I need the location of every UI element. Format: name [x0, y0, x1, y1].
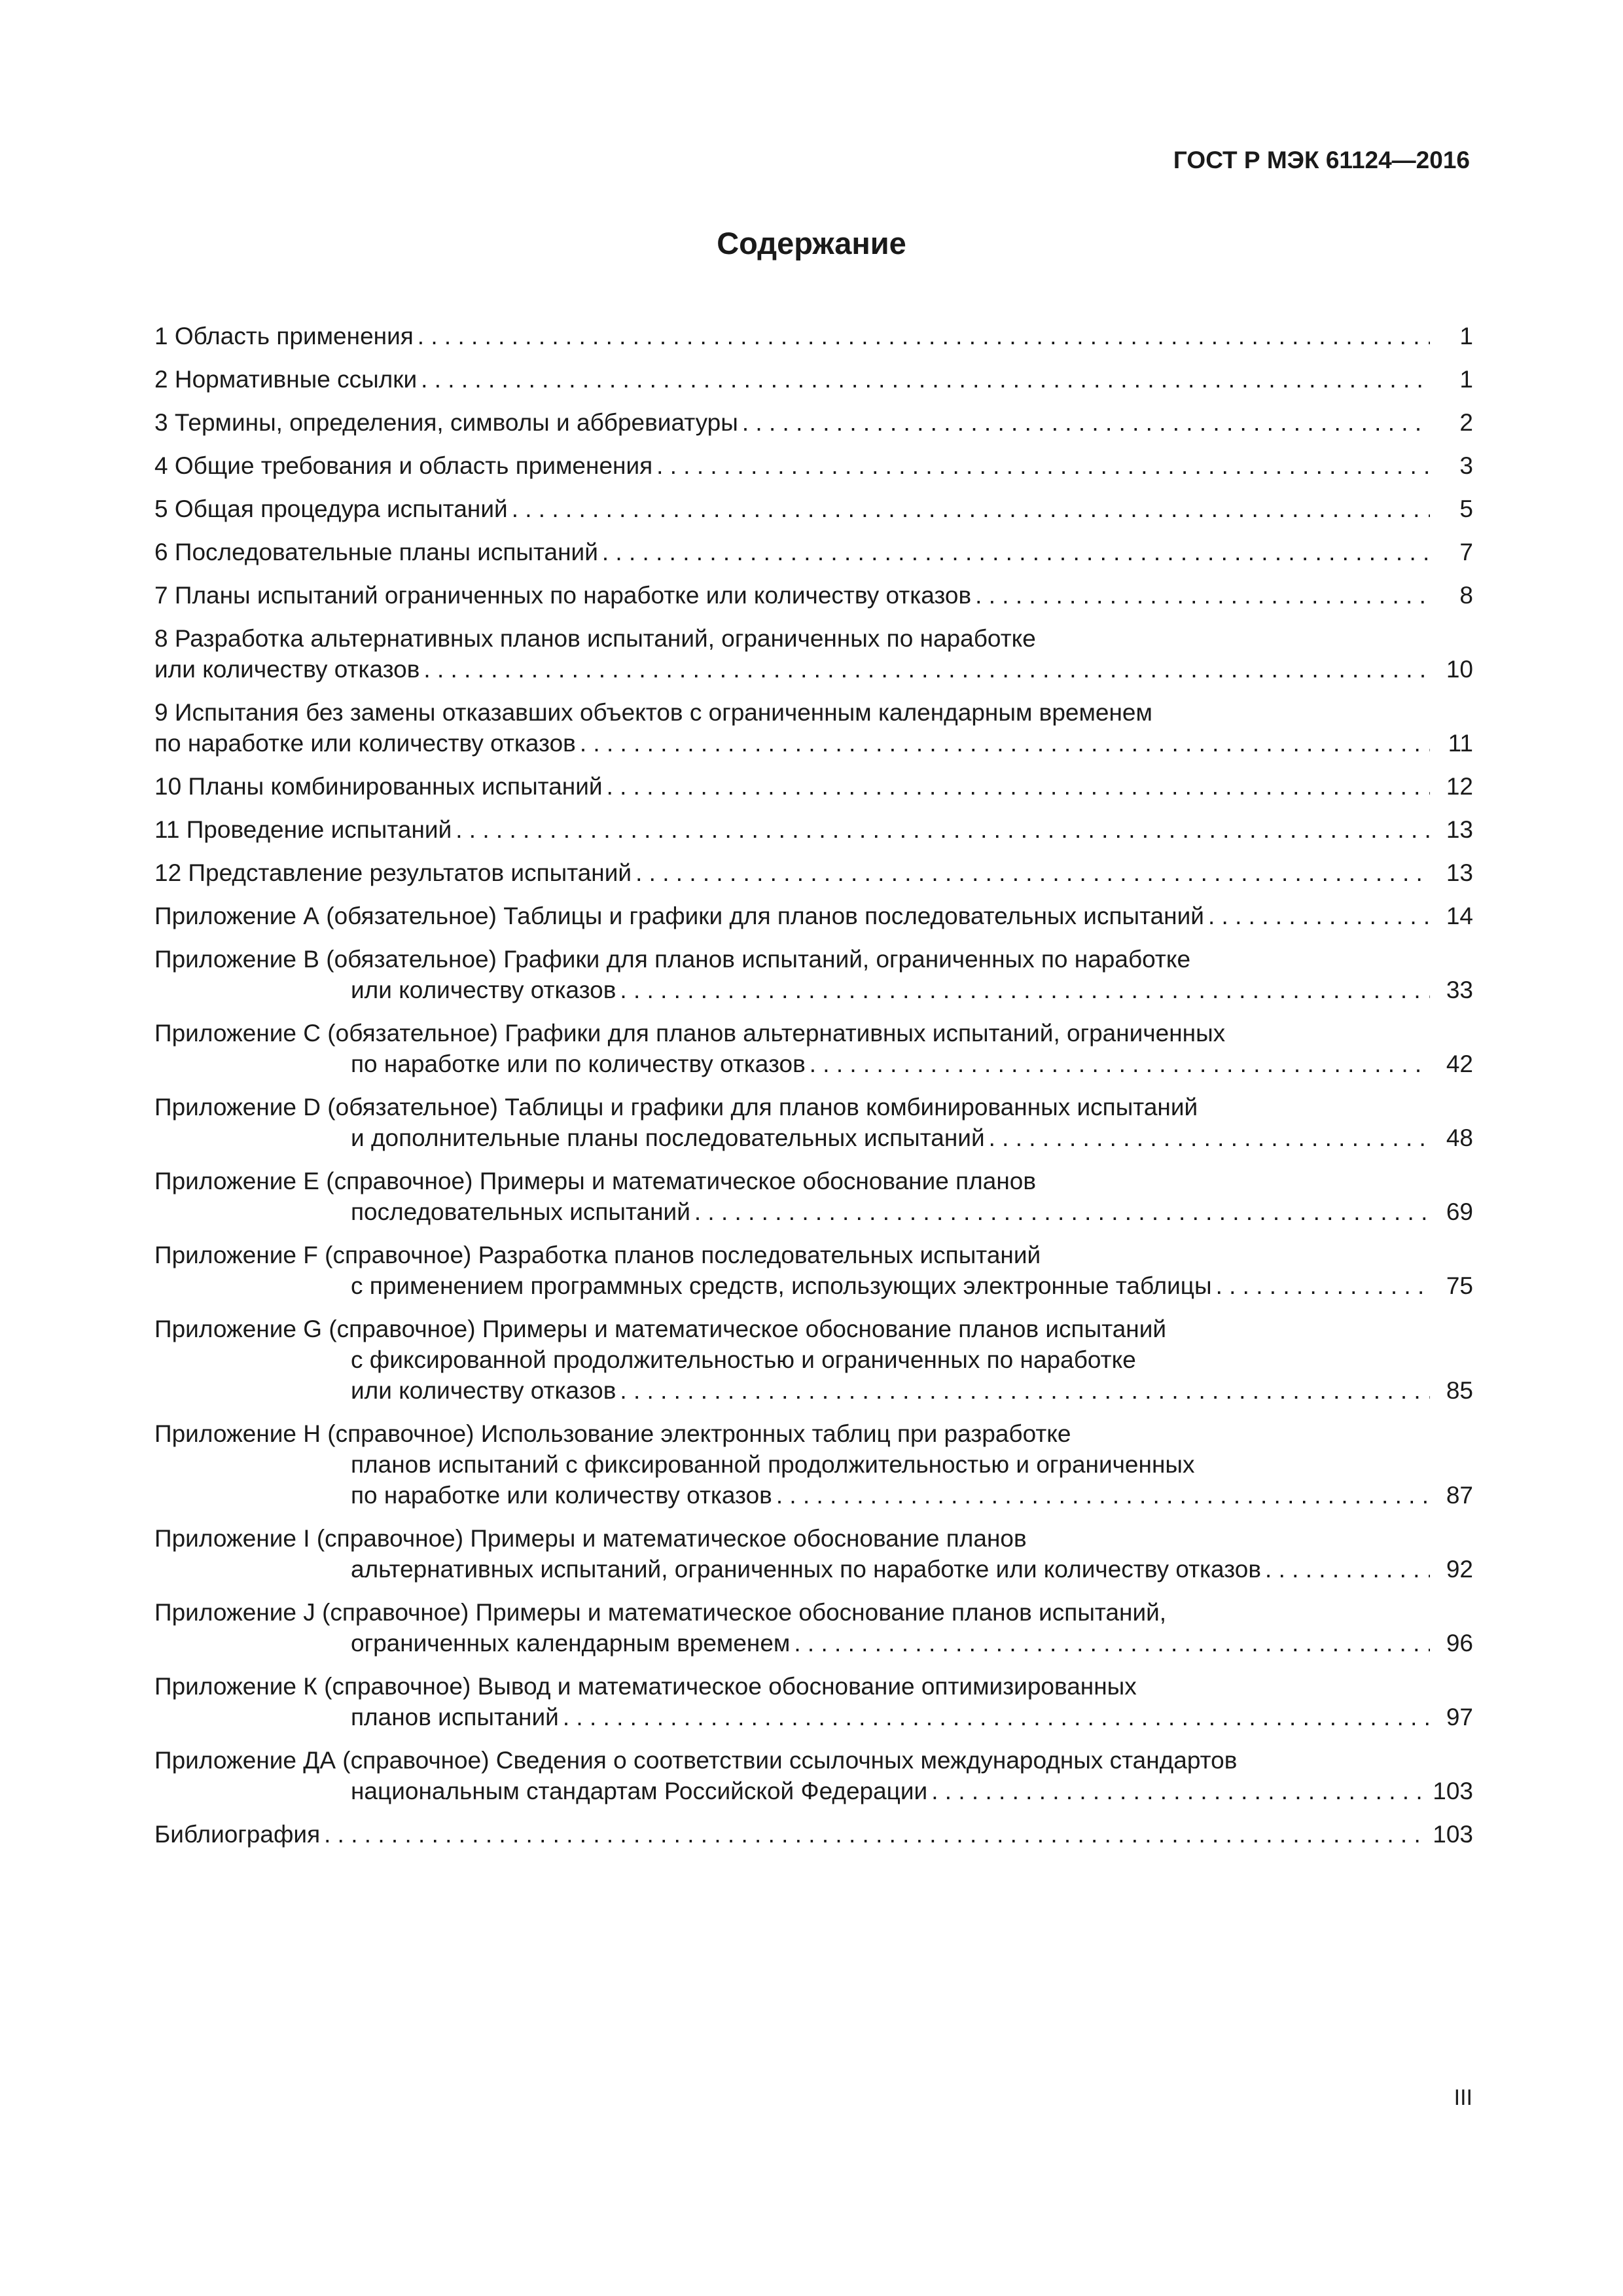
- dot-leader: [620, 1375, 1430, 1406]
- dot-leader: [975, 580, 1430, 611]
- dot-leader: [602, 537, 1430, 567]
- toc-entry-text: с применением программных средств, использующих электронные таблицы: [351, 1272, 1212, 1299]
- toc-entry-text: Приложение К (справочное) Вывод и математическое обоснование оптимизированных: [154, 1673, 1137, 1700]
- dot-leader: [989, 1122, 1430, 1153]
- toc-entry[interactable]: [154, 580, 1473, 611]
- dot-leader: [580, 728, 1430, 759]
- toc-entry[interactable]: [154, 407, 1473, 438]
- toc-page-number: 11: [1448, 730, 1473, 757]
- toc-entry-text: Приложение D (обязательное) Таблицы и графики для планов комбинированных испытаний: [154, 1094, 1198, 1121]
- toc-entry-text: последовательных испытаний: [351, 1198, 690, 1225]
- toc-page-number: 8: [1459, 582, 1473, 609]
- toc-entry[interactable]: [154, 1745, 1473, 1806]
- dot-leader: [810, 1049, 1430, 1079]
- dot-leader: [423, 654, 1430, 685]
- toc-entry-text: и дополнительные планы последовательных испытаний: [351, 1124, 985, 1151]
- toc-page-number: 14: [1446, 903, 1473, 929]
- document-code: ГОСТ Р МЭК 61124—2016: [1173, 147, 1470, 173]
- toc-entry[interactable]: [154, 1671, 1473, 1732]
- toc-entry-text: национальным стандартам Российской Федерации: [351, 1778, 928, 1804]
- dot-leader: [794, 1628, 1430, 1659]
- toc-page-number: 13: [1446, 859, 1473, 886]
- page-number: III: [1454, 2085, 1472, 2110]
- toc-entry-text: с фиксированной продолжительностью и ограниченных по наработке: [351, 1346, 1136, 1373]
- toc-entry[interactable]: [154, 944, 1473, 1005]
- toc-entry[interactable]: [154, 1597, 1473, 1659]
- toc-entry-text: 4 Общие требования и область применения: [154, 452, 653, 479]
- toc-entry[interactable]: [154, 493, 1473, 524]
- toc-entry[interactable]: [154, 814, 1473, 845]
- dot-leader: [512, 493, 1430, 524]
- toc-entry[interactable]: [154, 1166, 1473, 1227]
- toc-entry[interactable]: [154, 771, 1473, 802]
- toc-page-number: 1: [1459, 366, 1473, 393]
- toc-entry-text: планов испытаний: [351, 1704, 559, 1731]
- toc-entry-text: Приложение Е (справочное) Примеры и математическое обоснование планов: [154, 1168, 1037, 1194]
- toc-entry[interactable]: [154, 623, 1473, 685]
- toc-entry-text: Приложение А (обязательное) Таблицы и графики для планов последовательных испытаний: [154, 903, 1204, 929]
- dot-leader: [1208, 901, 1430, 931]
- toc-entry-text: Приложение F (справочное) Разработка планов последовательных испытаний: [154, 1242, 1041, 1268]
- toc-entry-text: Приложение Н (справочное) Использование электронных таблиц при разработке: [154, 1420, 1071, 1447]
- toc-entry[interactable]: [154, 450, 1473, 481]
- toc-entry[interactable]: [154, 1418, 1473, 1511]
- toc-page-number: 42: [1446, 1050, 1473, 1077]
- dot-leader: [1216, 1270, 1430, 1301]
- toc-entry-text: Приложение В (обязательное) Графики для планов испытаний, ограниченных по наработке: [154, 946, 1191, 973]
- toc-page-number: 5: [1459, 495, 1473, 522]
- toc-entry-text: по наработке или количеству отказов: [351, 1482, 772, 1509]
- toc-page-number: 97: [1446, 1704, 1473, 1731]
- toc-entry-text: по наработке или по количеству отказов: [351, 1050, 806, 1077]
- dot-leader: [620, 975, 1430, 1005]
- toc-entry-text: 12 Представление результатов испытаний: [154, 859, 632, 886]
- dot-leader: [1265, 1554, 1430, 1585]
- toc-page-number: 69: [1446, 1198, 1473, 1225]
- toc-entry-text: планов испытаний с фиксированной продолжительностью и ограниченных: [351, 1451, 1195, 1478]
- toc-entry[interactable]: [154, 321, 1473, 351]
- toc-entry[interactable]: [154, 1523, 1473, 1585]
- dot-leader: [931, 1776, 1429, 1806]
- toc-entry-text: 9 Испытания без замены отказавших объектов с ограниченным календарным временем: [154, 699, 1152, 726]
- toc-entry[interactable]: [154, 1819, 1473, 1850]
- toc-entry-text: 6 Последовательные планы испытаний: [154, 539, 598, 565]
- toc-entry-text: 11 Проведение испытаний: [154, 816, 452, 843]
- dot-leader: [455, 814, 1430, 845]
- toc-entry-text: 5 Общая процедура испытаний: [154, 495, 508, 522]
- toc-entry-text: или количеству отказов: [351, 1377, 616, 1404]
- toc-entry-text: Приложение С (обязательное) Графики для планов альтернативных испытаний, ограниченных: [154, 1020, 1226, 1047]
- toc-entry-text: Приложение J (справочное) Примеры и математическое обоснование планов испытаний,: [154, 1599, 1167, 1626]
- toc-page-number: 48: [1446, 1124, 1473, 1151]
- toc-entry-text: 10 Планы комбинированных испытаний: [154, 773, 603, 800]
- toc-page-number: 87: [1446, 1482, 1473, 1509]
- dot-leader: [607, 771, 1430, 802]
- toc-entry-text: Приложение ДА (справочное) Сведения о соответствии ссылочных международных стандартов: [154, 1747, 1238, 1774]
- toc-entry[interactable]: [154, 697, 1473, 759]
- toc-page-number: 103: [1433, 1778, 1473, 1804]
- toc-entry-text: ограниченных календарным временем: [351, 1630, 791, 1657]
- toc-page-number: 2: [1459, 409, 1473, 436]
- dot-leader: [656, 450, 1430, 481]
- toc-page-number: 33: [1446, 977, 1473, 1003]
- table-of-contents: [154, 321, 1473, 1862]
- toc-entry-text: Библиография: [154, 1821, 321, 1848]
- toc-entry-text: 8 Разработка альтернативных планов испытаний, ограниченных по наработке: [154, 625, 1036, 652]
- toc-page-number: 3: [1459, 452, 1473, 479]
- dot-leader: [421, 364, 1430, 395]
- toc-entry-text: 7 Планы испытаний ограниченных по наработке или количеству отказов: [154, 582, 972, 609]
- toc-entry[interactable]: [154, 1314, 1473, 1406]
- toc-page-number: 75: [1446, 1272, 1473, 1299]
- dot-leader: [418, 321, 1430, 351]
- toc-entry[interactable]: [154, 857, 1473, 888]
- toc-entry-text: или количеству отказов: [154, 656, 420, 683]
- toc-entry[interactable]: [154, 1018, 1473, 1079]
- toc-page-number: 13: [1446, 816, 1473, 843]
- toc-page-number: 85: [1446, 1377, 1473, 1404]
- toc-page-number: 96: [1446, 1630, 1473, 1657]
- dot-leader: [635, 857, 1430, 888]
- dot-leader: [776, 1480, 1430, 1511]
- toc-entry[interactable]: [154, 901, 1473, 931]
- toc-entry-text: Приложение G (справочное) Примеры и математическое обоснование планов испытаний: [154, 1316, 1167, 1342]
- dot-leader: [694, 1196, 1430, 1227]
- toc-entry[interactable]: [154, 1240, 1473, 1301]
- toc-page-number: 103: [1433, 1821, 1473, 1848]
- toc-entry-text: по наработке или количеству отказов: [154, 730, 576, 757]
- toc-entry[interactable]: [154, 1092, 1473, 1153]
- toc-entry[interactable]: [154, 537, 1473, 567]
- toc-entry-text: 2 Нормативные ссылки: [154, 366, 418, 393]
- toc-entry[interactable]: [154, 364, 1473, 395]
- toc-page-number: 92: [1446, 1556, 1473, 1583]
- toc-entry-text: или количеству отказов: [351, 977, 616, 1003]
- toc-title: Содержание: [717, 226, 906, 260]
- toc-entry-text: 3 Термины, определения, символы и аббревиатуры: [154, 409, 738, 436]
- toc-page-number: 12: [1446, 773, 1473, 800]
- toc-page-number: 1: [1459, 323, 1473, 350]
- dot-leader: [563, 1702, 1430, 1732]
- toc-entry-text: Приложение I (справочное) Примеры и математическое обоснование планов: [154, 1525, 1027, 1552]
- toc-page-number: 10: [1446, 656, 1473, 683]
- toc-entry-text: 1 Область применения: [154, 323, 414, 350]
- dot-leader: [742, 407, 1430, 438]
- toc-entry-text: альтернативных испытаний, ограниченных по наработке или количеству отказов: [351, 1556, 1262, 1583]
- toc-page-number: 7: [1459, 539, 1473, 565]
- dot-leader: [324, 1819, 1429, 1850]
